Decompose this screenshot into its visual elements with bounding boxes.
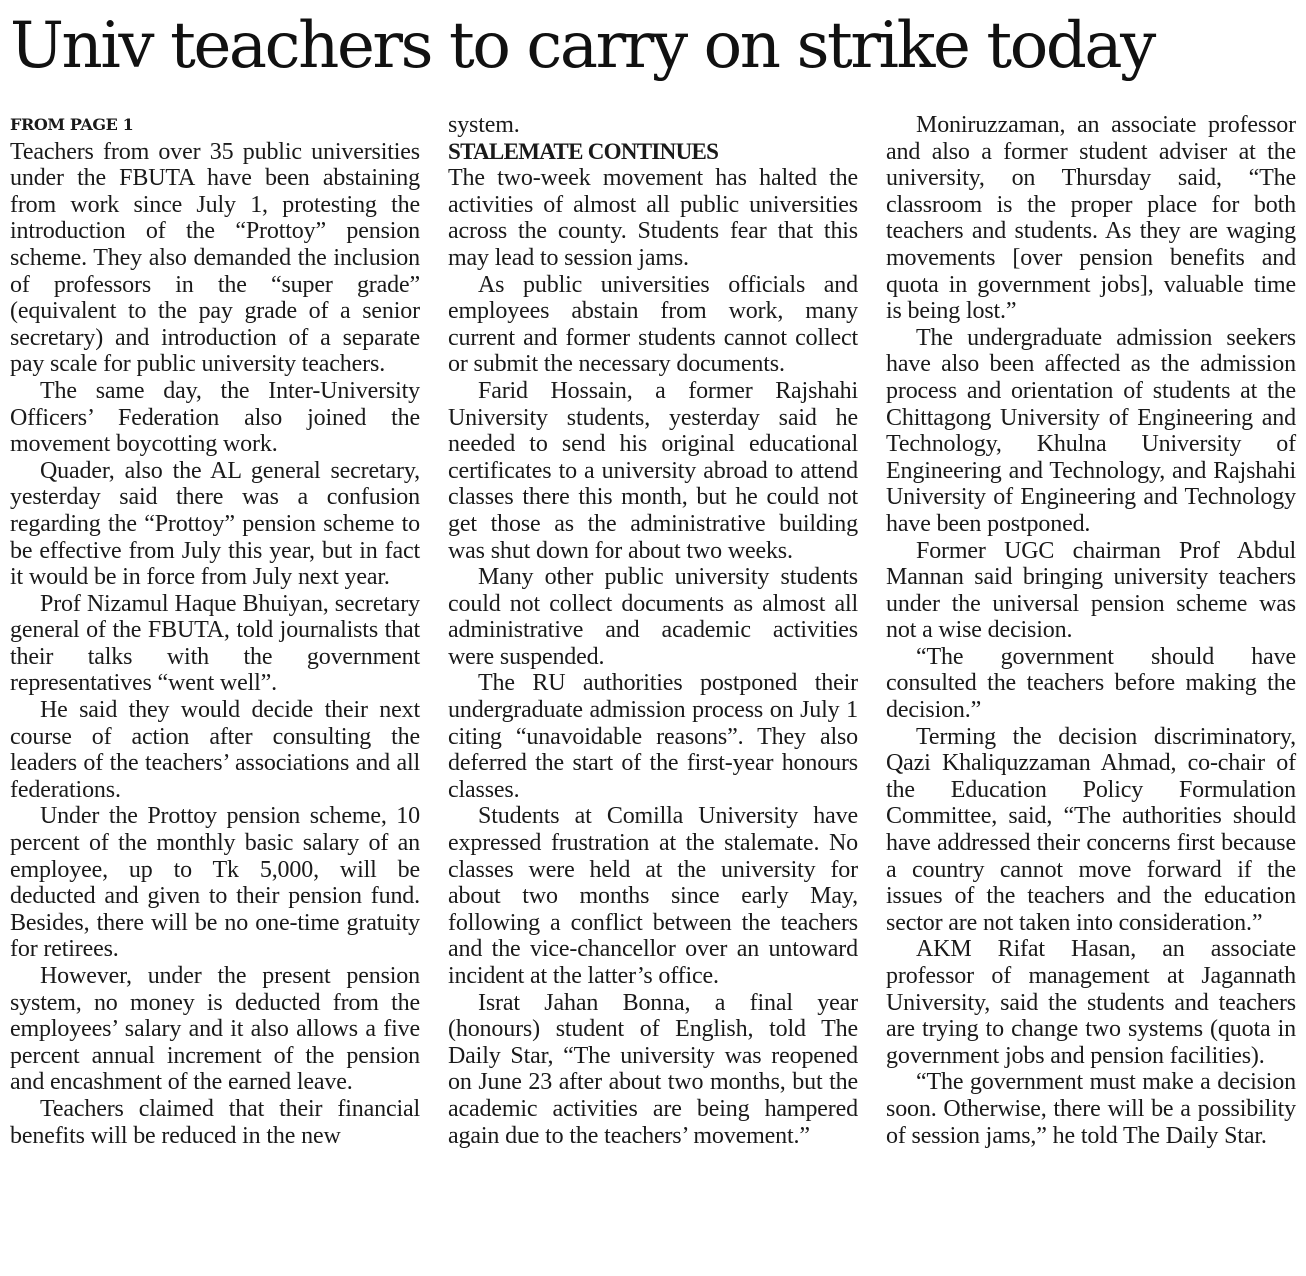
- article-column-3: [886, 112, 1296, 1149]
- paragraph: Teachers from over 35 public universities under the FBUTA have been abstaining from work since July 1, protesting the introduction of the “Prottoy” pension scheme. They also demanded the inclusion of professors in the “super grade” (equivalent to the pay grade of a senior secretary) and introduction of a separate pay scale for public university teachers.: [10, 138, 420, 378]
- paragraph: As public universities officials and employees abstain from work, many current and former students cannot collect or submit the necessary documents.: [448, 271, 858, 378]
- paragraph: Farid Hossain, a former Rajshahi University students, yesterday said he needed to send his original educational certificates to a university abroad to attend classes there this month, but he could not get those as the administrative building was shut down for about two weeks.: [448, 377, 858, 564]
- paragraph: “The government should have consulted the teachers before making the decision.”: [886, 643, 1296, 724]
- paragraph: Moniruzzaman, an associate professor and also a former student adviser at the university, on Thursday said, “The classroom is the proper place for both teachers and students. As they are waging movements [over pension benefits and quota in government jobs], valuable time is being lost.”: [886, 112, 1296, 325]
- paragraph: Many other public university students could not collect documents as almost all administrative and academic activities were suspended.: [448, 564, 858, 670]
- headline: Univ teachers to carry on strike today: [10, 9, 1154, 83]
- paragraph: Teachers claimed that their financial benefits will be reduced in the new: [10, 1095, 420, 1149]
- article-column-2: [448, 112, 858, 1149]
- paragraph: He said they would decide their next course of action after consulting the leaders of the teachers’ associations and all federations.: [10, 697, 420, 803]
- paragraph: However, under the present pension system, no money is deducted from the employees’ salary and it also allows a five percent annual increment of the pension and encashment of the earned leave.: [10, 963, 420, 1096]
- paragraph: The same day, the Inter-University Officers’ Federation also joined the movement boycotting work.: [10, 377, 420, 458]
- paragraph: AKM Rifat Hasan, an associate professor of management at Jagannath University, said the students and teachers are trying to change two systems (quota in government jobs and pension facilities).: [886, 936, 1296, 1069]
- paragraph: Israt Jahan Bonna, a final year (honours) student of English, told The Daily Star, “The university was reopened on June 23 after about two months, but the academic activities are being hampered again due to the teachers’ movement.”: [448, 989, 858, 1149]
- subheading: STALEMATE CONTINUES: [448, 138, 719, 164]
- paragraph: Quader, also the AL general secretary, yesterday said there was a confusion regarding the “Prottoy” pension scheme to be effective from July this year, but in fact it would be in force from July next year.: [10, 457, 420, 591]
- paragraph: Under the Prottoy pension scheme, 10 percent of the monthly basic salary of an employee, up to Tk 5,000, will be deducted and given to their pension fund. Besides, there will be no one-time gratuity for retirees.: [10, 803, 420, 963]
- paragraph: Former UGC chairman Prof Abdul Mannan said bringing university teachers under the universal pension scheme was not a wise decision.: [886, 537, 1296, 644]
- paragraph: Students at Comilla University have expressed frustration at the stalemate. No classes were held at the university for about two months since early May, following a conflict between the teachers and the vice-chancellor over an untoward incident at the latter’s office.: [448, 803, 858, 989]
- paragraph: The RU authorities postponed their undergraduate admission process on July 1 citing “unavoidable reasons”. They also deferred the start of the first-year honours classes.: [448, 670, 858, 803]
- continuation-kicker: FROM PAGE 1: [10, 115, 134, 134]
- paragraph: Prof Nizamul Haque Bhuiyan, secretary general of the FBUTA, told journalists that their talks with the government representatives “went well”.: [10, 590, 420, 697]
- paragraph: “The government must make a decision soon. Otherwise, there will be a possibility of session jams,” he told The Daily Star.: [886, 1069, 1296, 1149]
- paragraph: Terming the decision discriminatory, Qazi Khaliquzzaman Ahmad, co-chair of the Education Policy Formulation Committee, said, “The authorities should have addressed their concerns first because a country cannot move forward if the issues of the teachers and the education sector are not taken into consideration.”: [886, 723, 1296, 936]
- paragraph-continuation: system.: [448, 112, 520, 138]
- article-column-1: [10, 112, 420, 1149]
- paragraph: The undergraduate admission seekers have also been affected as the admission process and orientation of students at the Chittagong University of Engineering and Technology, Khulna University of Engineering and Technology, and Rajshahi University of Engineering and Technology have been postponed.: [886, 324, 1296, 537]
- paragraph: The two-week movement has halted the activities of almost all public universities across the county. Students fear that this may lead to session jams.: [448, 165, 858, 271]
